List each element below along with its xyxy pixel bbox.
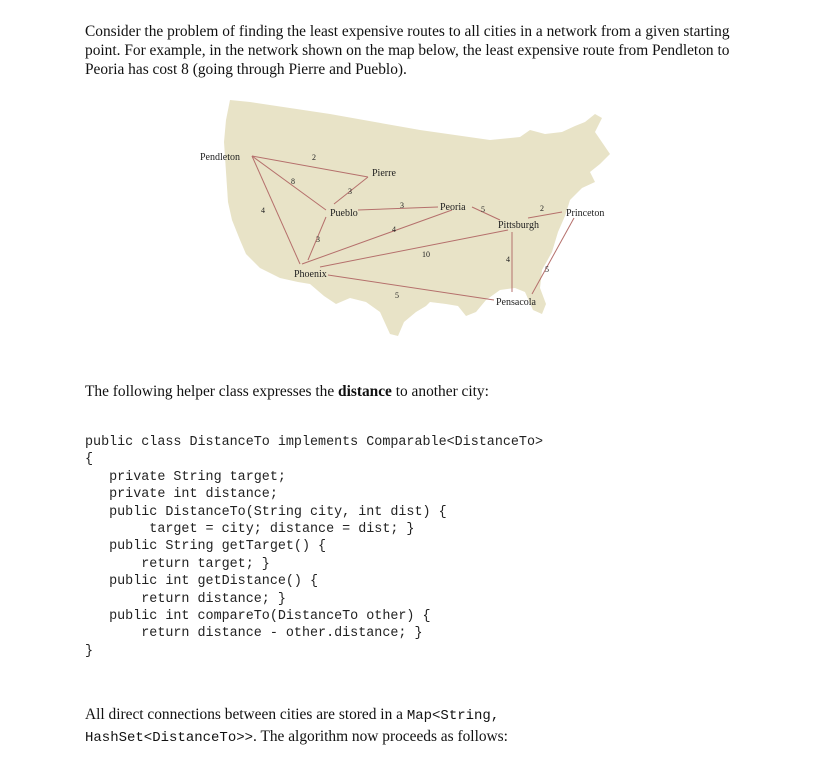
- code-line: return distance - other.distance; }: [85, 626, 423, 642]
- weight-pueblo-phoenix: 3: [316, 235, 320, 244]
- city-princeton: Princeton: [566, 208, 605, 219]
- us-map-svg: [190, 92, 630, 382]
- outro-code-map: Map<String,: [406, 708, 500, 724]
- code-line: public int getDistance() {: [85, 574, 319, 590]
- city-pendleton: Pendleton: [200, 152, 240, 163]
- code-line: {: [85, 452, 94, 468]
- code-line: target = city; distance = dist; }: [85, 521, 415, 537]
- weight-princeton-pensacola: 5: [545, 265, 549, 274]
- city-peoria: Peoria: [440, 202, 466, 213]
- code-line: public DistanceTo(String city, int dist) {: [85, 504, 447, 520]
- us-land-shape: [224, 100, 610, 336]
- code-line: public int compareTo(DistanceTo other) {: [85, 608, 431, 624]
- outro-text-after: . The algorithm now proceeds as follows:: [253, 727, 508, 745]
- helper-text-before: The following helper class expresses the: [85, 383, 339, 400]
- weight-pittsburgh-princeton: 2: [540, 204, 544, 213]
- weight-peoria-pittsburgh: 5: [481, 205, 485, 214]
- weight-pittsburgh-pensacola: 4: [506, 255, 510, 264]
- weight-phoenix-peoria: 4: [392, 225, 396, 234]
- code-line: private String target;: [85, 469, 286, 485]
- code-line: public class DistanceTo implements Comparable<DistanceTo>: [85, 435, 544, 450]
- outro-text-before: All direct connections between cities are stored in a: [85, 706, 407, 723]
- weight-pendleton-pierre: 2: [312, 153, 316, 162]
- outro-paragraph: [85, 705, 645, 748]
- weight-pendleton-pueblo: 8: [291, 177, 295, 186]
- network-map: [190, 92, 630, 382]
- helper-text-after: to another city:: [391, 383, 489, 400]
- helper-sentence: [85, 382, 489, 401]
- code-line: private int distance;: [85, 487, 278, 503]
- code-line: return target; }: [85, 556, 270, 572]
- weight-phoenix-pittsburgh: 10: [422, 250, 430, 259]
- code-block: [85, 434, 543, 660]
- weight-phoenix-pensacola: 5: [395, 291, 399, 300]
- city-pensacola: Pensacola: [496, 297, 536, 308]
- intro-paragraph: Consider the problem of finding the least expensive routes to all cities in a network from a given starting point. For example, in the network shown on the map below, the least expensive route from Pendleton to Peoria has cost 8 (going through Pierre and Pueblo).: [85, 23, 730, 78]
- weight-pendleton-phoenix: 4: [261, 206, 265, 215]
- weight-pueblo-peoria: 3: [400, 201, 404, 210]
- outro-code-hashset: HashSet<DistanceTo>>: [85, 729, 254, 746]
- code-line: }: [85, 643, 94, 659]
- helper-text-bold: distance: [338, 383, 392, 400]
- code-line: public String getTarget() {: [85, 539, 327, 555]
- code-line: return distance; }: [85, 591, 286, 607]
- city-pierre: Pierre: [372, 168, 396, 179]
- city-phoenix: Phoenix: [294, 269, 327, 280]
- weight-pierre-pueblo: 3: [348, 187, 352, 196]
- city-pueblo: Pueblo: [330, 208, 358, 219]
- city-pittsburgh: Pittsburgh: [498, 220, 539, 231]
